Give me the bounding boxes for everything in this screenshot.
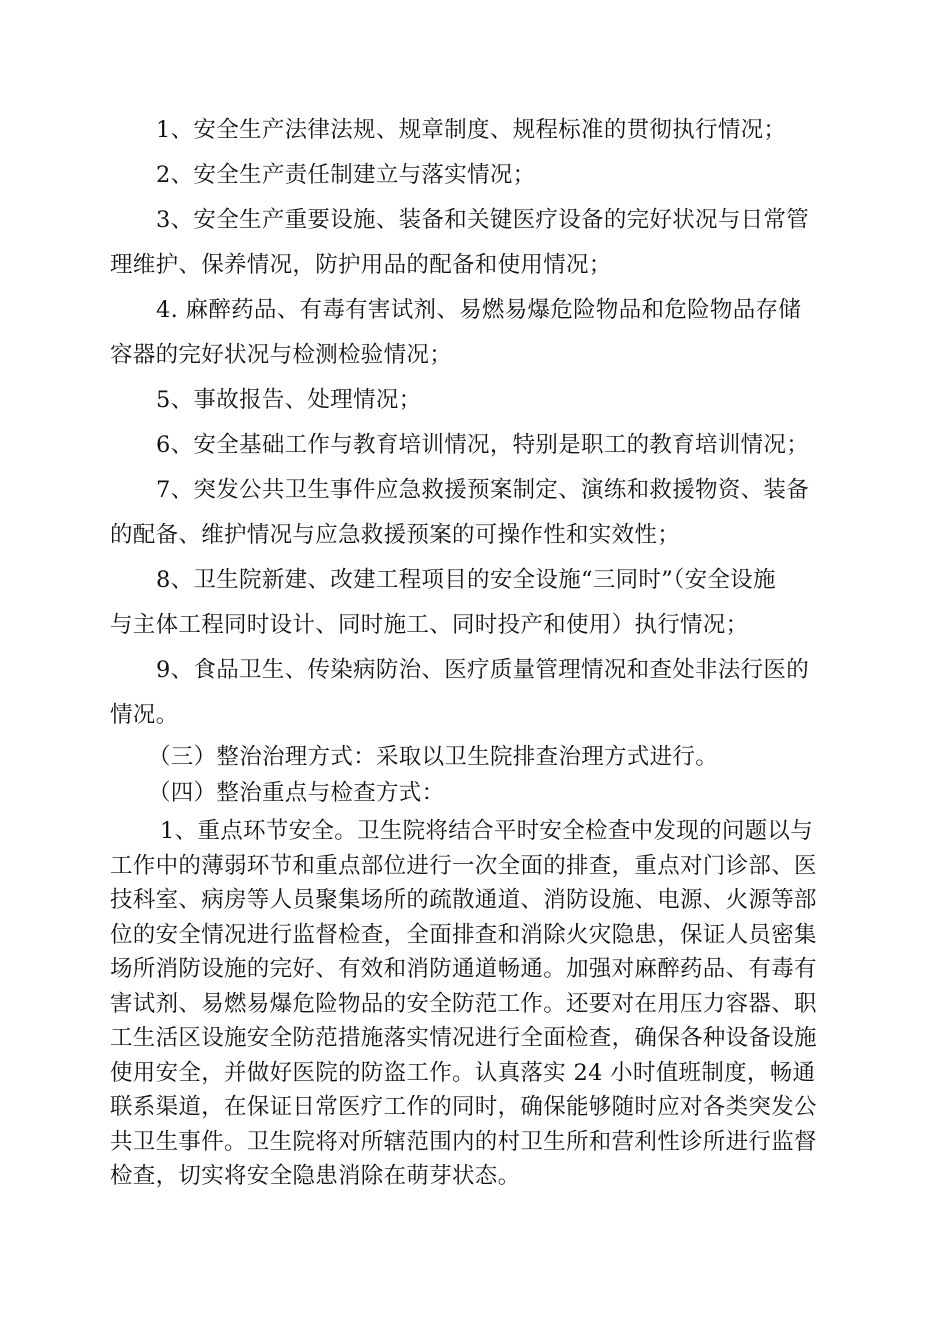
item-line: 的配备、维护情况与应急救援预案的可操作性和实效性； — [110, 522, 681, 548]
item-line: 与主体工程同时设计、同时施工、同时投产和使用）执行情况； — [110, 612, 749, 638]
list-item — [110, 288, 840, 378]
item-line: 容器的完好状况与检测检验情况； — [110, 342, 453, 368]
item-line: 8、卫生院新建、改建工程项目的安全设施“三同时”（安全设施 — [156, 567, 776, 593]
list-item — [110, 468, 840, 558]
paragraph-line: 联系渠道，在保证日常医疗工作的同时，确保能够随时应对各类突发公 — [110, 1094, 817, 1120]
list-item — [110, 108, 840, 153]
item-line: 1、安全生产法律法规、规章制度、规程标准的贯彻执行情况； — [156, 117, 787, 143]
paragraph-line: 共卫生事件。卫生院将对所辖范围内的村卫生所和营利性诊所进行监督 — [110, 1128, 817, 1155]
item-line: 4. 麻醉药品、有毒有害试剂、易燃易爆危险物品和危险物品存储 — [156, 297, 802, 323]
item-line: 6、安全基础工作与教育培训情况，特别是职工的教育培训情况； — [156, 432, 810, 458]
item-line: 5、事故报告、处理情况； — [156, 387, 422, 413]
item-line: 2、安全生产责任制建立与落实情况； — [156, 162, 536, 188]
list-item — [110, 198, 840, 288]
paragraph-line: 害试剂、易燃易爆危险物品的安全防范工作。还要对在用压力容器、职 — [110, 990, 817, 1017]
paragraph-line: 检查，切实将安全隐患消除在萌芽状态。 — [110, 1163, 521, 1189]
item-line: 9、食品卫生、传染病防治、医疗质量管理情况和查处非法行医的 — [156, 657, 810, 683]
paragraph-line: 位的安全情况进行监督检查，全面排查和消除火灾隐患，保证人员密集 — [110, 921, 817, 948]
section-heading — [110, 740, 840, 775]
paragraph-line: 场所消防设施的完好、有效和消防通道畅通。加强对麻醉药品、有毒有 — [110, 956, 817, 982]
paragraph-line: 使用安全，并做好医院的防盗工作。认真落实 24 小时值班制度，畅通 — [110, 1059, 816, 1086]
list-item — [110, 558, 840, 648]
section-3-text: （三）整治治理方式：采取以卫生院排查治理方式进行。 — [148, 744, 719, 770]
paragraph-line: 1、重点环节安全。卫生院将结合平时安全检查中发现的问题以与 — [160, 818, 814, 844]
item-line: 3、安全生产重要设施、装备和关键医疗设备的完好状况与日常管 — [156, 207, 810, 233]
list-item — [110, 378, 840, 423]
list-item — [110, 423, 840, 468]
focus-paragraph — [110, 814, 840, 1194]
paragraph-line: 技科室、病房等人员聚集场所的疏散通道、消防设施、电源、火源等部 — [110, 887, 817, 913]
paragraph-line: 工生活区设施安全防范措施落实情况进行全面检查，确保各种设备设施 — [110, 1025, 817, 1051]
section-heading — [110, 776, 840, 811]
item-line: 理维护、保养情况，防护用品的配备和使用情况； — [110, 252, 612, 278]
item-line: 情况。 — [110, 702, 179, 728]
paragraph-line: 工作中的薄弱环节和重点部位进行一次全面的排查，重点对门诊部、医 — [110, 852, 817, 879]
list-item — [110, 153, 840, 198]
list-item — [110, 648, 840, 738]
item-line: 7、突发公共卫生事件应急救援预案制定、演练和救援物资、装备 — [156, 477, 810, 503]
section-4-text: （四）整治重点与检查方式： — [148, 780, 445, 806]
